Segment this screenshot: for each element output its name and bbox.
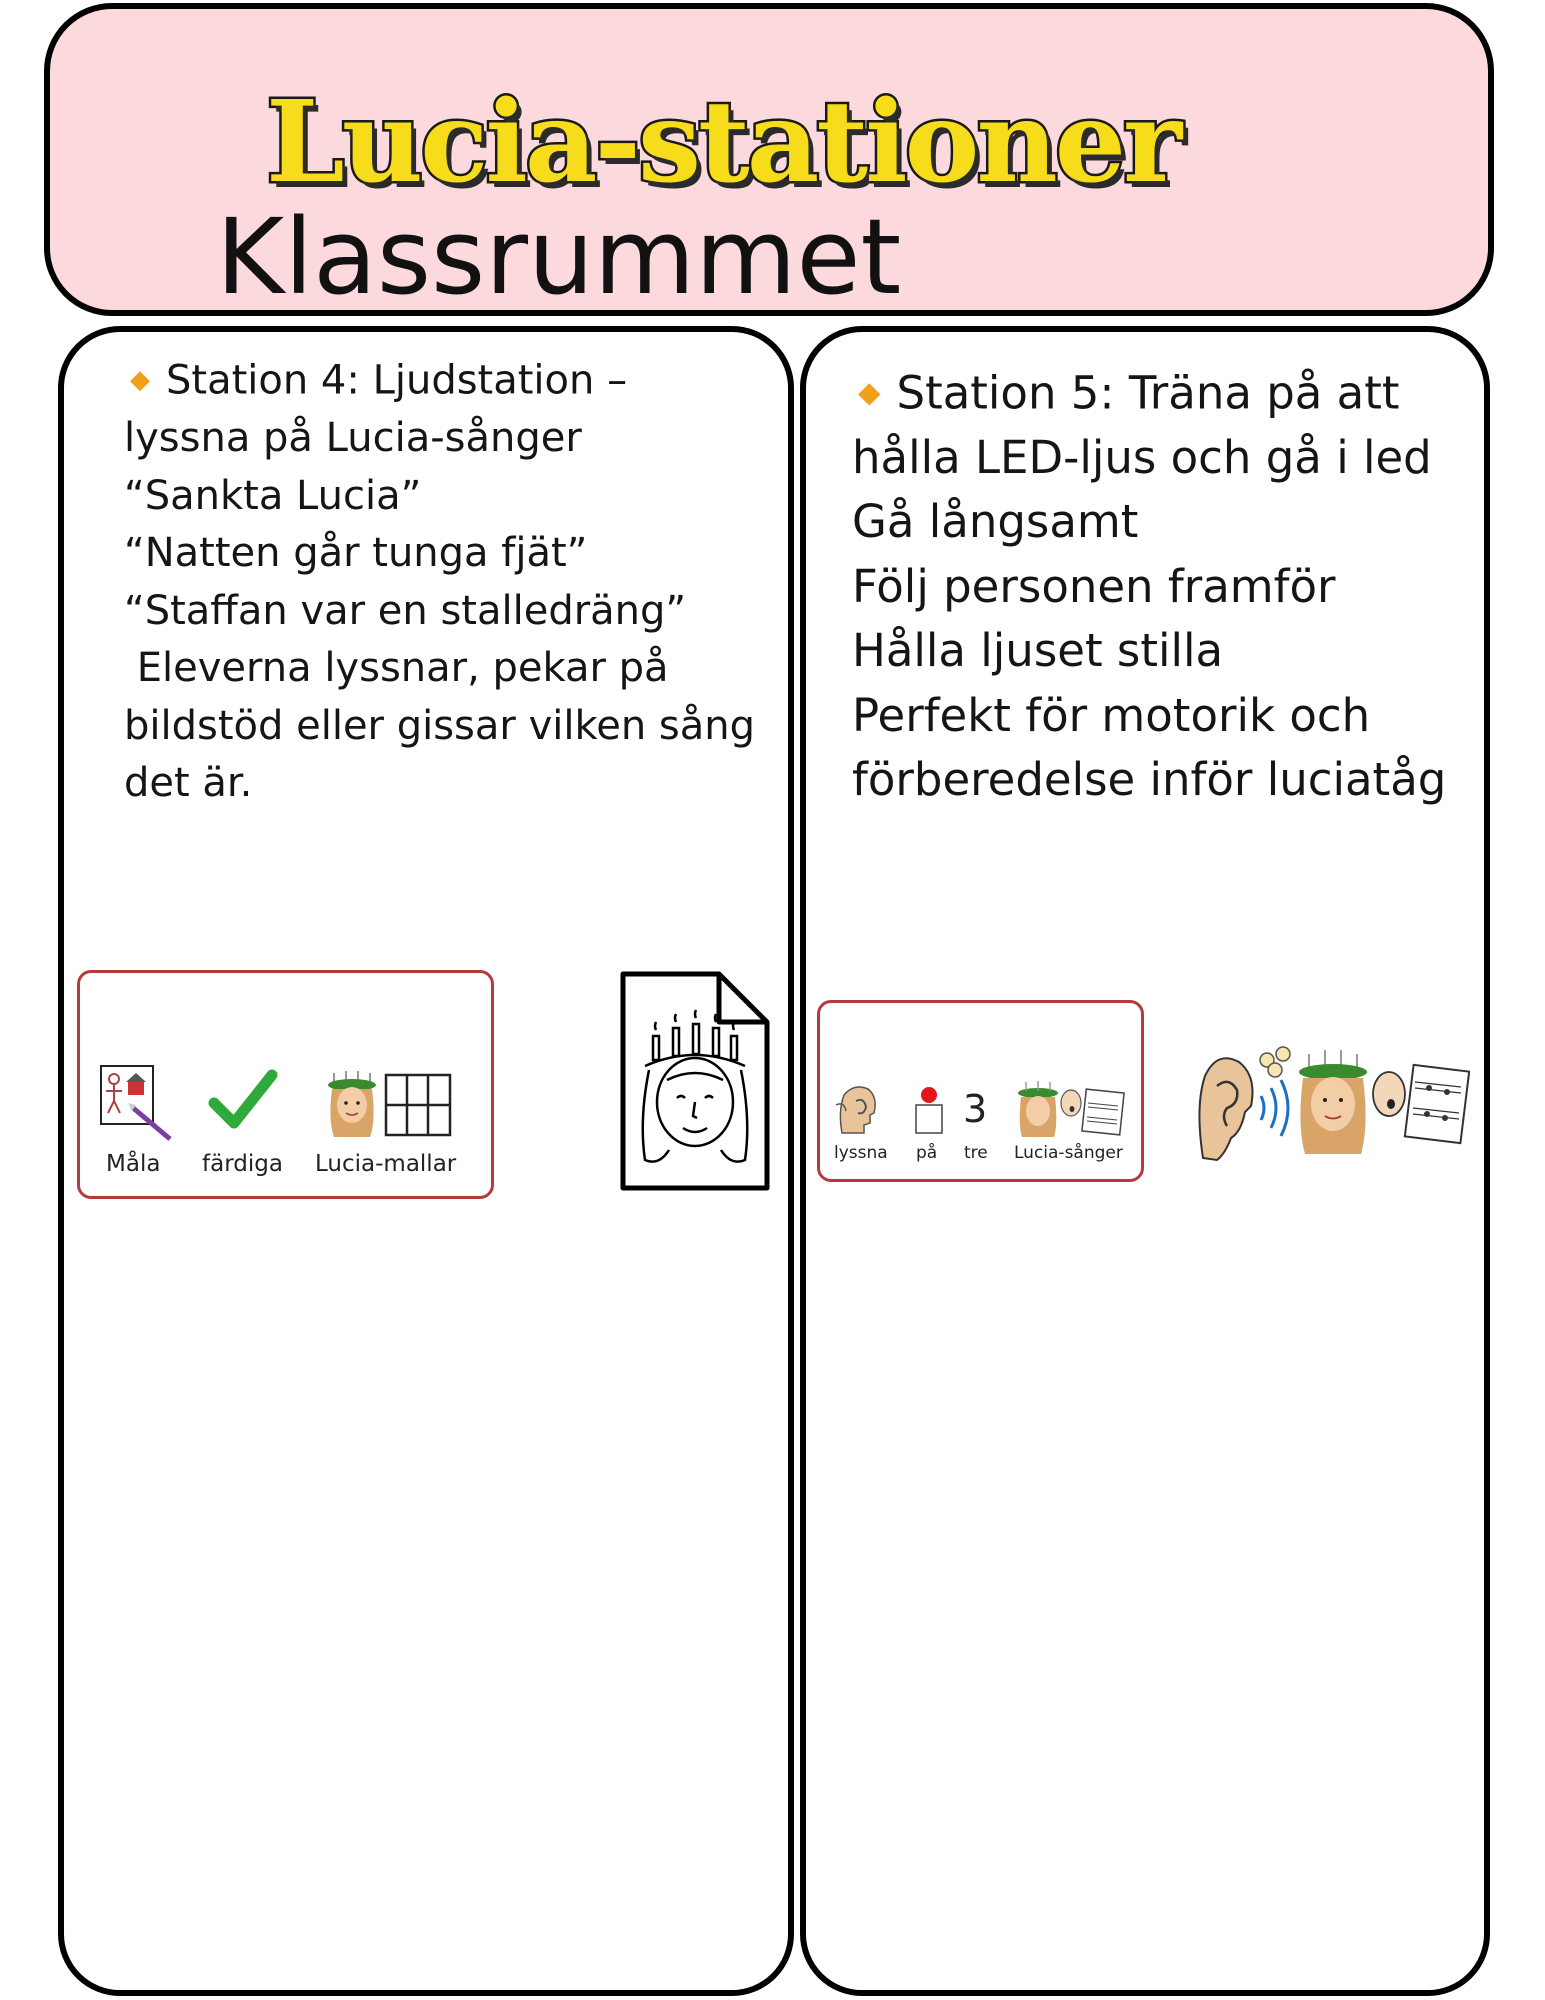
station-4-line: bildstöd eller gissar vilken sång: [124, 702, 755, 749]
station-5-line: Perfekt för motorik och: [852, 688, 1371, 742]
lucia-grid-template-icon: [326, 1071, 454, 1143]
station-5-line: förberedelse inför luciatåg: [852, 753, 1447, 807]
listening-head-icon: [834, 1081, 880, 1139]
station-5-line: Följ personen framför: [852, 559, 1336, 613]
station-5-text: [852, 360, 1446, 813]
header-panel: [44, 3, 1494, 316]
station-4-line: det är.: [124, 760, 253, 807]
page-title: Lucia-stationer: [266, 77, 1180, 208]
page-subtitle: Klassrummet: [216, 196, 902, 318]
number-three-icon: 3: [963, 1087, 988, 1131]
on-box-icon: [912, 1085, 946, 1141]
symbol-label-pa: på: [916, 1143, 938, 1163]
painting-picture-icon: [98, 1063, 176, 1149]
station-5-symbol-card: [817, 1000, 1144, 1182]
symbol-label-mala: Måla: [106, 1151, 161, 1177]
station-4-line: “Natten går tunga fjät”: [124, 530, 588, 577]
station-4-line: lyssna på Lucia-sånger: [124, 415, 582, 462]
lucia-songs-icon: [1016, 1081, 1126, 1143]
symbol-label-lucia-sanger: Lucia-sånger: [1014, 1143, 1123, 1163]
listen-lucia-songs-icon: [1195, 1046, 1470, 1168]
station-5-heading-line: [852, 360, 1446, 426]
symbol-label-lyssna: lyssna: [834, 1143, 888, 1163]
symbol-label-lucia-mallar: Lucia-mallar: [315, 1151, 457, 1177]
lucia-document-icon: [619, 970, 771, 1196]
orange-diamond-bullet-icon: ◆: [130, 365, 150, 395]
station-5-line: Gå långsamt: [852, 495, 1139, 549]
station-4-line: Eleverna lyssnar, pekar på: [124, 645, 669, 692]
station-4-line: “Sankta Lucia”: [124, 472, 422, 519]
station-4-heading: Station 4: Ljudstation –: [166, 357, 628, 404]
symbol-label-fardiga: färdiga: [202, 1151, 283, 1177]
green-checkmark-icon: [208, 1065, 278, 1139]
station-5-line: hålla LED-ljus och gå i led: [852, 430, 1432, 484]
orange-diamond-bullet-icon: ◆: [858, 375, 881, 409]
station-5-heading: Station 5: Träna på att: [896, 366, 1400, 420]
station-5-line: Hålla ljuset stilla: [852, 624, 1224, 678]
symbol-label-tre: tre: [964, 1143, 988, 1163]
station-4-line: “Staffan var en stalledräng”: [124, 587, 687, 634]
station-4-symbol-card: [77, 970, 494, 1199]
station-4-text: [124, 352, 755, 813]
station-4-heading-line: [124, 352, 755, 410]
